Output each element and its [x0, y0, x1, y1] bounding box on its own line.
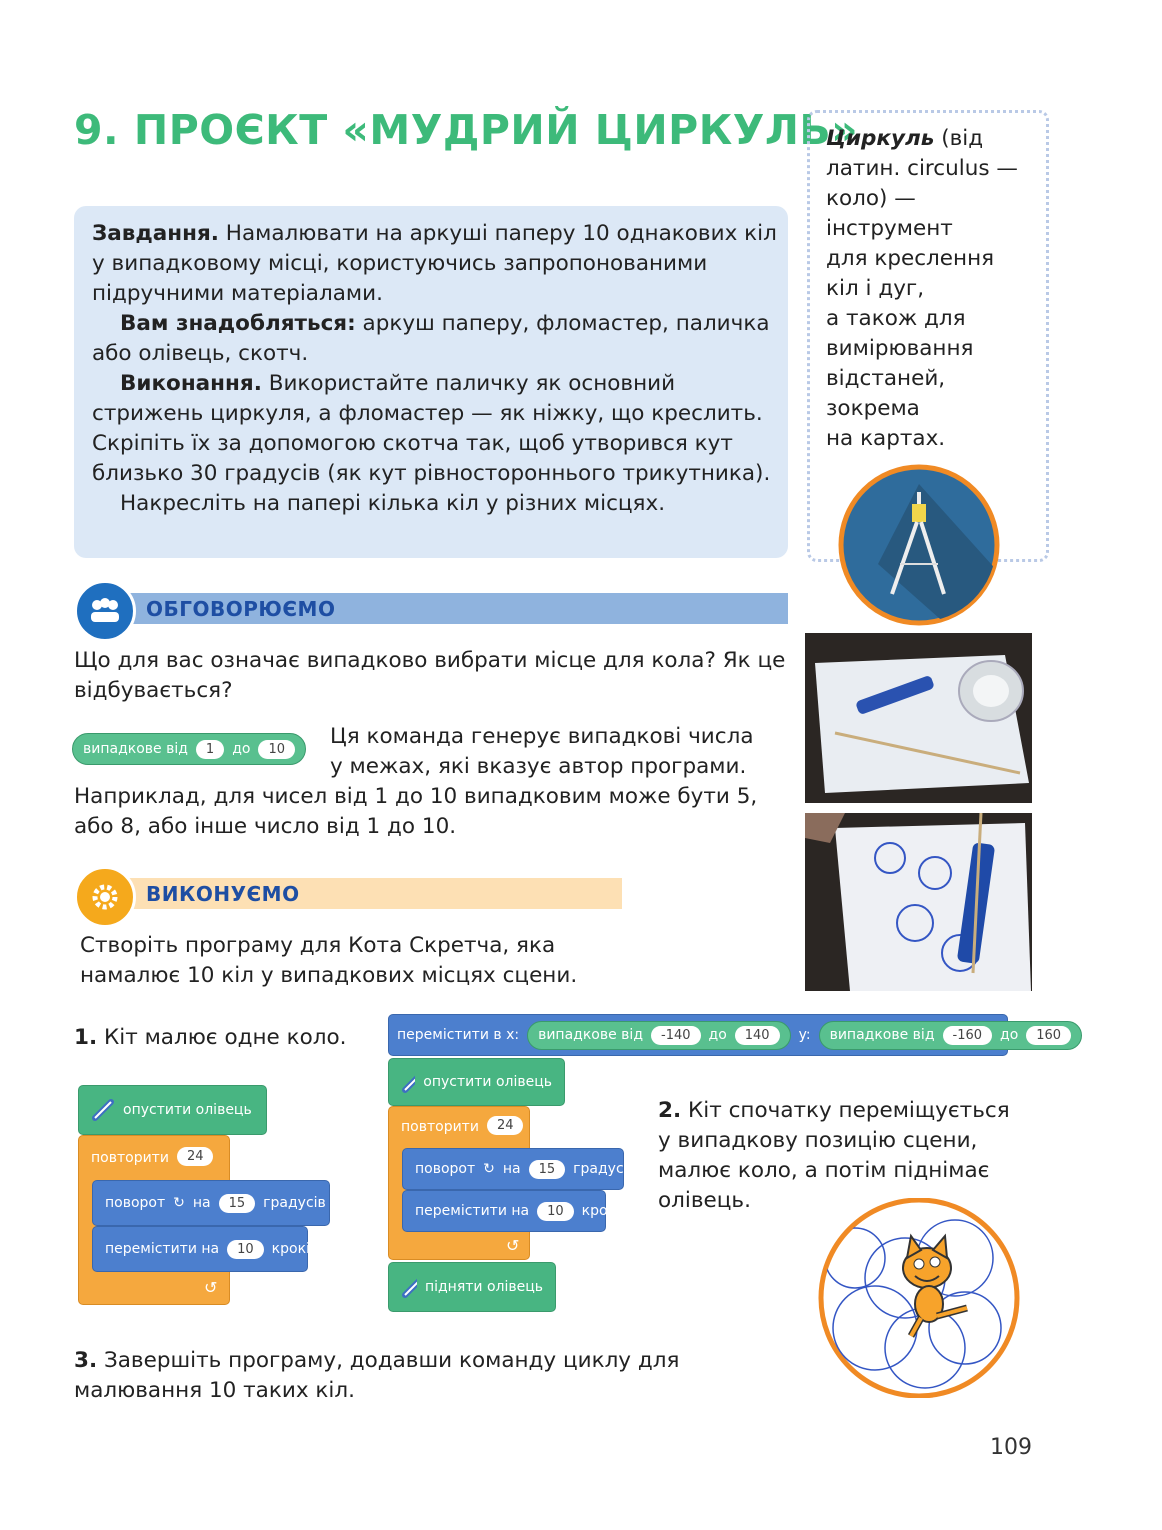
pen-up-label: підняти олівець: [424, 1279, 543, 1295]
step-1: [74, 1023, 346, 1053]
pen-down-label: опустити олівець: [423, 1074, 552, 1090]
definition-line: для креслення: [826, 246, 995, 271]
task-desc: Намалювати на аркуші паперу 10 однакових кіл у випадковому місці, користуючись запропонованими підручними матеріалами.: [92, 221, 777, 306]
definition-line: вимірювання: [826, 336, 974, 361]
definition-line: кіл і дуг,: [826, 276, 925, 301]
random-to-input[interactable]: 10: [258, 740, 295, 759]
step-3: [74, 1346, 788, 1406]
page-title: 9. ПРОЄКТ «МУДРИЙ ЦИРКУЛЬ»: [74, 106, 859, 154]
random-x-label: випадкове від: [538, 1027, 643, 1043]
definition-text: [826, 124, 1018, 454]
y-label: y:: [798, 1027, 811, 1043]
random-x-block[interactable]: [527, 1021, 791, 1050]
definition-line: латин. circulus —: [826, 156, 1018, 181]
gear-icon: [74, 866, 136, 928]
execution-text: Використайте паличку як основний стрижень циркуля, а фломастер — як ніжку, що креслить. Скріпіть їх за допомогою скотча так, щоб утворився кут близько 30 градусів (як кут рівностороннього трикутника).: [92, 371, 771, 486]
pencil-icon: [401, 1070, 415, 1094]
compass-illustration: [838, 464, 1000, 626]
task-label: Завдання.: [92, 221, 219, 246]
execution-label: Виконання.: [120, 371, 262, 396]
step-2-number: 2.: [658, 1098, 682, 1123]
random-to-label: до: [232, 741, 251, 757]
random-block-label: випадкове від: [83, 741, 188, 757]
x-to-input[interactable]: 140: [735, 1026, 780, 1045]
x-to-label: до: [708, 1027, 727, 1043]
turn-block[interactable]: [92, 1180, 330, 1226]
turn-label: поворот: [415, 1161, 476, 1177]
turn-block-2[interactable]: [402, 1148, 636, 1190]
move-block-2[interactable]: [402, 1190, 629, 1232]
degrees-label: градусів: [263, 1195, 326, 1211]
turn-on-label: на: [192, 1195, 211, 1211]
step-3-number: 3.: [74, 1348, 98, 1373]
random-y-label: випадкове від: [829, 1027, 935, 1043]
pen-down-block-2[interactable]: [388, 1058, 565, 1106]
turn-degrees-input[interactable]: 15: [529, 1160, 566, 1179]
do-intro-1: Створіть програму для Кота Скретча, яка: [80, 933, 556, 958]
pen-down-label: опустити олівець: [123, 1102, 252, 1118]
steps-label: кроків: [581, 1203, 629, 1219]
definition-line: на картах.: [826, 426, 946, 451]
repeat-label: повторити: [91, 1150, 169, 1166]
group-icon: [74, 580, 136, 642]
task-final: Накресліть на папері кілька кіл у різних місцях.: [120, 491, 666, 516]
definition-line: інструмент: [826, 216, 953, 241]
pencil-icon: [91, 1098, 115, 1122]
degrees-label: градусів: [573, 1161, 636, 1177]
goto-label: перемістити в x:: [397, 1027, 520, 1043]
goto-block[interactable]: [388, 1014, 1062, 1056]
pen-down-block[interactable]: [78, 1085, 267, 1135]
move-label: перемістити на: [415, 1203, 530, 1219]
rotate-right-icon: ↻: [173, 1195, 185, 1211]
repeat-count-input[interactable]: 24: [177, 1147, 214, 1166]
page-number: 109: [990, 1435, 1032, 1460]
task-text: [92, 219, 782, 519]
y-to-label: до: [1000, 1027, 1019, 1043]
step-2-line: олівець.: [658, 1188, 751, 1213]
step-1-text: Кіт малює одне коло.: [97, 1025, 347, 1050]
turn-label: поворот: [105, 1195, 166, 1211]
steps-label: кроків: [271, 1241, 319, 1257]
move-label: перемістити на: [105, 1241, 220, 1257]
drawing-photo: [805, 813, 1032, 991]
rotate-right-icon: ↻: [483, 1161, 495, 1177]
materials-text: аркуш паперу, фломастер, паличка або олівець, скотч.: [92, 311, 770, 366]
move-block[interactable]: [92, 1226, 319, 1272]
do-intro-2: намалює 10 кіл у випадкових місцях сцени.: [80, 963, 578, 988]
materials-label: Вам знадобляться:: [120, 311, 356, 336]
random-y-block[interactable]: [819, 1021, 1083, 1050]
definition-line: зокрема: [826, 396, 920, 421]
materials-photo: [805, 633, 1032, 803]
random-block[interactable]: [72, 733, 306, 765]
scratch-cat-illustration: [815, 1198, 1023, 1398]
definition-line: коло) —: [826, 186, 916, 211]
random-from-input[interactable]: 1: [196, 740, 224, 759]
definition-line: відстаней,: [826, 366, 946, 391]
discuss-question: Що для вас означає випадково вибрати місце для кола? Як це відбувається?: [74, 648, 786, 703]
random-explain-2: у межах, які вказує автор програми.: [330, 754, 747, 779]
y-to-input[interactable]: 160: [1026, 1026, 1071, 1045]
loop-arrow-icon: ↺: [204, 1278, 218, 1297]
definition-line: (від: [941, 126, 984, 151]
step-2-line: у випадкову позицію сцени,: [658, 1128, 978, 1153]
step-2-line: Кіт спочатку переміщується: [687, 1098, 1010, 1123]
pen-up-block[interactable]: [388, 1262, 556, 1312]
y-from-input[interactable]: -160: [943, 1026, 993, 1045]
repeat-label: повторити: [401, 1119, 479, 1135]
loop-arrow-icon: ↺: [506, 1236, 520, 1255]
definition-line: а також для: [826, 306, 966, 331]
pencil-icon: [401, 1275, 417, 1299]
random-example: Наприклад, для чисел від 1 до 10 випадковим може бути 5, або 8, або інше число від 1 до 10.: [74, 784, 758, 839]
turn-degrees-input[interactable]: 15: [219, 1194, 256, 1213]
discuss-header: ОБГОВОРЮЄМО: [146, 597, 336, 621]
definition-term: Циркуль: [826, 126, 935, 151]
do-header: ВИКОНУЄМО: [146, 882, 300, 906]
move-steps-input[interactable]: 10: [537, 1202, 574, 1221]
step-3-text: Завершіть програму, додавши команду циклу для малювання 10 таких кіл.: [74, 1348, 680, 1403]
step-1-number: 1.: [74, 1025, 98, 1050]
turn-on-label: на: [502, 1161, 521, 1177]
step-2-line: малює коло, а потім піднімає: [658, 1158, 990, 1183]
move-steps-input[interactable]: 10: [227, 1240, 264, 1259]
x-from-input[interactable]: -140: [651, 1026, 701, 1045]
repeat-count-input[interactable]: 24: [487, 1116, 524, 1135]
random-explain-1: Ця команда генерує випадкові числа: [330, 724, 754, 749]
